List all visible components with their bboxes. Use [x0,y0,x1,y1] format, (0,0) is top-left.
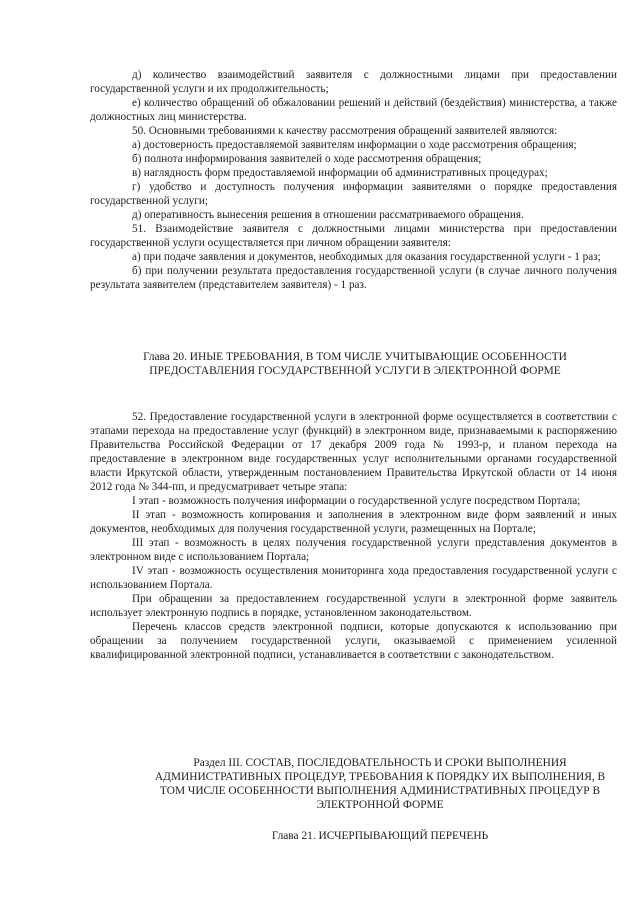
section-quality-requirements [90,68,617,292]
section-electronic-form [90,410,617,662]
paragraph-d-interactions: д) количество взаимодействий заявителя с должностными лицами при предоставлении государственной услуги и их продолжительность; [90,69,617,95]
paragraph-stage-3: III этап - возможность в целях получения государственной услуги представления документов в электронном виде с использованием Портала; [90,537,617,563]
paragraph-stage-2: II этап - возможность копирования и заполнения в электронном виде форм заявлений и иных документов, необходимых для получения государственной услуги, размещенных на Портале; [90,509,617,535]
paragraph-50-b: б) полнота информирования заявителей о ходе рассмотрения обращения; [132,153,482,165]
paragraph-50-v: в) наглядность форм предоставляемой информации об административных процедурах; [132,167,548,179]
paragraph-51: 51. Взаимодействие заявителя с должностными лицами министерства при предоставлении государственной услуги осуществляется при личном обращении заявителя: [90,223,617,249]
paragraph-stage-4: IV этап - возможность осуществления мониторинга хода предоставления государственной услуги с использованием Портала. [90,565,617,591]
paragraph-stage-1: I этап - возможность получения информации о государственной услуге посредством Портала; [132,495,581,507]
paragraph-52: 52. Предоставление государственной услуги в электронной форме осуществляется в соответствии с этапами перехода на предоставление услуг (функций) в электронном виде, признаваемыми к распоряжению Правительства Российской Федерации от 17 декабря 2009 года № 1993-р, и планом перехода на предоставление в электронном виде государственных услуг исполнительными органами государственной власти Иркутской области, утвержденным постановлением Правительства Иркутской области от 14 июня 2012 года № 344-пп, и предусматривает четыре этапа: [90,411,617,493]
paragraph-50-a: а) достоверность предоставляемой заявителям информации о ходе рассмотрения обращения; [132,139,577,151]
paragraph-50: 50. Основными требованиями к качеству рассмотрения обращений заявителей являются: [132,125,558,137]
paragraph-51-b: б) при получении результата предоставления государственной услуги (в случае личного получения результата заявителем (представителем заявителя) - 1 раз. [90,265,617,291]
paragraph-50-g: г) удобство и доступность получения информации заявителями о порядке предоставления государственной услуги; [90,181,617,207]
paragraph-50-d: д) оперативность вынесения решения в отношении рассматриваемого обращения. [132,209,524,221]
chapter-21-title: Глава 21. ИСЧЕРПЫВАЮЩИЙ ПЕРЕЧЕНЬ [271,830,489,842]
paragraph-e-appeals: е) количество обращений об обжаловании решений и действий (бездействия) министерства, а также должностных лиц министерства. [90,97,617,123]
paragraph-electronic-signature: При обращении за предоставлением государственной услуги в электронной форме заявитель использует электронную подпись в порядке, установленном законодательством. [90,593,617,619]
paragraph-51-a: а) при подаче заявления и документов, необходимых для оказания государственной услуги - 1 раз; [132,251,601,263]
chapter-20-title: Глава 20. ИНЫЕ ТРЕБОВАНИЯ, В ТОМ ЧИСЛЕ УЧИТЫВАЮЩИЕ ОСОБЕННОСТИ ПРЕДОСТАВЛЕНИЯ ГОСУДАРСТВЕННОЙ УСЛУГИ В ЭЛЕКТРОННОЙ ФОРМЕ [143,351,567,377]
paragraph-signature-classes: Перечень классов средств электронной подписи, которые допускаются к использованию при обращении за получением государственной услуги, оказываемой с применением усиленной квалифицированной электронной подписи, устанавливается в соответствии с законодательством. [90,621,617,661]
section-3-title: Раздел III. СОСТАВ, ПОСЛЕДОВАТЕЛЬНОСТЬ И СРОКИ ВЫПОЛНЕНИЯ АДМИНИСТРАТИВНЫХ ПРОЦЕДУР, ТРЕБОВАНИЯ К ПОРЯДКУ ИХ ВЫПОЛНЕНИЯ, В ТОМ ЧИСЛЕ ОСОБЕННОСТИ ВЫПОЛНЕНИЯ АДМИНИСТРАТИВНЫХ ПРОЦЕДУР В ЭЛЕКТРОННОЙ ФОРМЕ [154,757,606,811]
